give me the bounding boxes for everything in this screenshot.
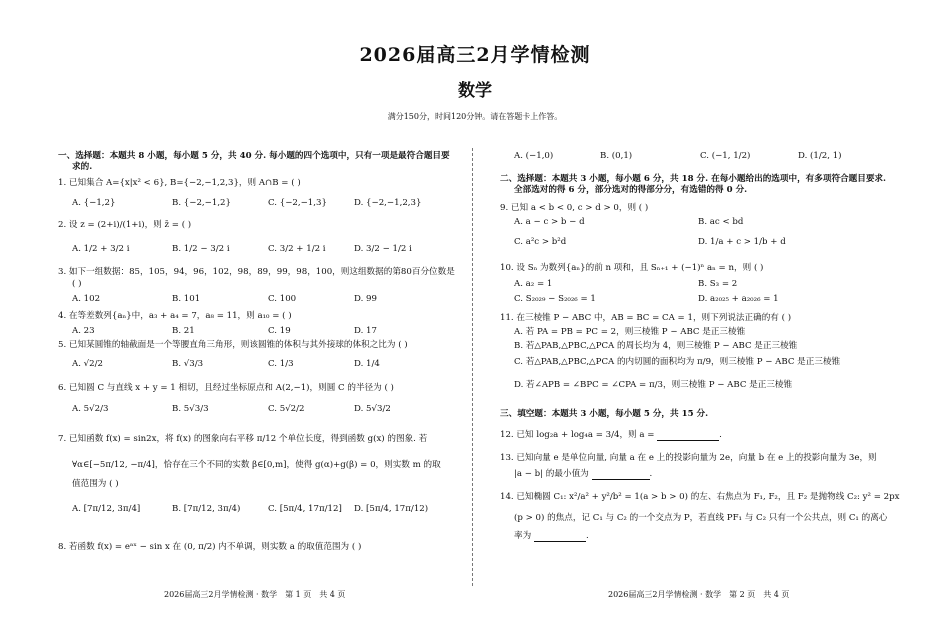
q5-option-d: D. 1/4 <box>354 359 380 369</box>
q8-option-d: D. (1/2, 1) <box>798 151 842 161</box>
q3-option-b: B. 101 <box>172 294 201 304</box>
question-9: 9. 已知 a < b < 0, c > d > 0，则 ( ) <box>500 203 649 213</box>
section-1-heading: 一、选择题：本题共 8 小题，每小题 5 分，共 40 分. 每小题的四个选项中，只有一项是最符合题目要 <box>58 151 450 161</box>
q11-option-d: D. 若∠APB = ∠BPC = ∠CPA = π/3，则三棱锥 P − ABC 是正三棱锥 <box>514 380 793 390</box>
q7-option-a: A. [7π/12, 3π/4] <box>72 504 141 514</box>
q5-option-a: A. √2/2 <box>72 359 103 369</box>
right-column <box>500 152 900 582</box>
q1-option-d: D. {−2,−1,2,3} <box>354 198 422 208</box>
q6-option-b: B. 5√3/3 <box>172 404 209 414</box>
question-14-cont2-text: 率为 <box>514 531 532 542</box>
question-2: 2. 设 z = (2+i)/(1+i)，则 z̄ = ( ) <box>58 220 192 230</box>
section-3-heading: 三、填空题：本题共 3 小题，每小题 5 分，共 15 分. <box>500 409 709 419</box>
q2-option-d: D. 3/2 − 1/2 i <box>354 244 412 254</box>
q13-answer-blank <box>592 470 650 480</box>
footer-page-1: 2026届高三2月学情检测 · 数学 第 1 页 共 4 页 <box>164 590 346 599</box>
q1-option-a: A. {−1,2} <box>72 198 116 208</box>
q9-option-c: C. a²c > b²d <box>514 237 567 247</box>
q2-option-b: B. 1/2 − 3/2 i <box>172 244 230 254</box>
q4-option-b: B. 21 <box>172 326 195 336</box>
question-14: 14. 已知椭圆 C₁: x²/a² + y²/b² = 1(a > b > 0) 的左、右焦点为 F₁, F₂，且 F₂ 是抛物线 C₂: y² = 2px <box>500 492 900 502</box>
question-14-cont2: 率为 . <box>514 531 589 542</box>
q12-answer-blank <box>657 431 719 441</box>
q11-option-a: A. 若 PA = PB = PC = 2，则三棱锥 P − ABC 是正三棱锥 <box>514 327 746 337</box>
left-column <box>58 152 466 582</box>
question-7-cont2: 值范围为 ( ) <box>72 479 119 489</box>
question-11: 11. 在三棱锥 P − ABC 中，AB = BC = CA = 1，则下列说法正确的有 ( ) <box>500 313 792 323</box>
question-12: 12. 已知 log₂a + log₄a = 3/4，则 a = . <box>500 430 722 441</box>
footer-page-2: 2026届高三2月学情检测 · 数学 第 2 页 共 4 页 <box>608 590 790 599</box>
exam-info: 满分150分，时间120分钟。请在答题卡上作答。 <box>387 112 563 121</box>
q6-option-d: D. 5√3/2 <box>354 404 391 414</box>
section-2-heading: 二、选择题：本题共 3 小题，每小题 6 分，共 18 分. 在每小题给出的选项中，有多项符合题目要求. <box>500 174 887 184</box>
q7-option-c: C. [5π/4, 17π/12] <box>268 504 342 514</box>
page-title: 2026届高三2月学情检测 <box>359 44 591 66</box>
question-10: 10. 设 Sₙ 为数列{aₙ}的前 n 项和，且 Sₙ₊₁ + (−1)ⁿ aₙ = n，则 ( ) <box>500 263 764 273</box>
q10-option-d: D. a₂₀₂₅ + a₂₀₂₆ = 1 <box>698 294 779 304</box>
q11-option-b: B. 若△PAB,△PBC,△PCA 的周长均为 4，则三棱锥 P − ABC 是正三棱锥 <box>514 341 798 351</box>
q4-option-a: A. 23 <box>72 326 95 336</box>
question-7: 7. 已知函数 f(x) = sin2x，将 f(x) 的图象向右平移 π/12 个单位长度，得到函数 g(x) 的图象. 若 <box>58 434 428 444</box>
subject-title: 数学 <box>458 81 492 101</box>
q9-option-b: B. ac < bd <box>698 217 744 227</box>
q11-option-c: C. 若△PAB,△PBC,△PCA 的内切圆的面积均为 π/9，则三棱锥 P − ABC 是正三棱锥 <box>514 357 841 367</box>
q5-option-c: C. 1/3 <box>268 359 294 369</box>
q10-option-a: A. a₂ = 1 <box>514 279 553 289</box>
section-1-heading-cont: 求的. <box>72 162 93 172</box>
q9-option-d: D. 1/a + c > 1/b + d <box>698 237 786 247</box>
question-4: 4. 在等差数列{aₙ}中，a₃ + a₄ = 7，a₈ = 11，则 a₁₀ = ( ) <box>58 311 292 321</box>
question-13: 13. 已知向量 e 是单位向量, 向量 a 在 e 上的投影向量为 2e，向量 b 在 e 上的投影向量为 3e，则 <box>500 453 877 463</box>
q9-option-a: A. a − c > b − d <box>514 217 585 227</box>
question-14-cont: (p > 0) 的焦点，记 C₁ 与 C₂ 的一个交点为 P，若直线 PF₁ 与 C₂ 只有一个公共点，则 C₁ 的离心 <box>514 513 888 523</box>
q4-option-d: D. 17 <box>354 326 377 336</box>
q7-option-d: D. [5π/4, 17π/12) <box>354 504 429 514</box>
question-12-text: 12. 已知 log₂a + log₄a = 3/4，则 a = <box>500 430 655 441</box>
question-13-cont: |a − b| 的最小值为 . <box>514 469 653 480</box>
q8-option-c: C. (−1, 1/2) <box>700 151 751 161</box>
q8-option-a: A. (−1,0) <box>514 151 554 161</box>
q2-option-a: A. 1/2 + 3/2 i <box>72 244 130 254</box>
q3-option-a: A. 102 <box>72 294 101 304</box>
question-13-cont-text: |a − b| 的最小值为 <box>514 469 589 480</box>
q2-option-c: C. 3/2 + 1/2 i <box>268 244 326 254</box>
q1-option-c: C. {−2,−1,3} <box>268 198 327 208</box>
q10-option-b: B. S₃ = 2 <box>698 279 738 289</box>
q8-option-b: B. (0,1) <box>600 151 633 161</box>
q5-option-b: B. √3/3 <box>172 359 204 369</box>
question-5: 5. 已知某圆锥的轴截面是一个等腰直角三角形，则该圆锥的体积与其外接球的体积之比为 ( ) <box>58 340 408 350</box>
question-3: 3. 如下一组数据：85，105，94，96，102，98，89，99，98，100，则这组数据的第80百分位数是 <box>58 267 455 277</box>
question-6: 6. 已知圆 C 与直线 x + y = 1 相切，且经过坐标原点和 A(2,−1)，则圆 C 的半径为 ( ) <box>58 383 394 393</box>
q1-option-b: B. {−2,−1,2} <box>172 198 231 208</box>
q4-option-c: C. 19 <box>268 326 291 336</box>
section-2-heading-cont: 全部选对的得 6 分，部分选对的得部分分，有选错的得 0 分. <box>514 185 748 195</box>
q3-option-d: D. 99 <box>354 294 377 304</box>
q14-answer-blank <box>534 532 586 542</box>
q6-option-a: A. 5√2/3 <box>72 404 109 414</box>
q3-option-c: C. 100 <box>268 294 297 304</box>
q6-option-c: C. 5√2/2 <box>268 404 305 414</box>
question-3-cont: ( ) <box>72 279 82 289</box>
question-7-cont: ∀α∈[−5π/12, −π/4]，恰存在三个不同的实数 β∈[0,m]，使得 g(α)+g(β) = 0，则实数 m 的取 <box>72 460 441 470</box>
question-8: 8. 若函数 f(x) = eᵃˣ − sin x 在 (0, π/2) 内不单调，则实数 a 的取值范围为 ( ) <box>58 542 362 552</box>
question-1: 1. 已知集合 A={x|x² < 6}, B={−2,−1,2,3}，则 A∩B = ( ) <box>58 178 301 188</box>
q10-option-c: C. S₂₀₂₉ − S₂₀₂₆ = 1 <box>514 294 596 304</box>
q7-option-b: B. [7π/12, 3π/4) <box>172 504 241 514</box>
column-divider <box>472 148 474 586</box>
